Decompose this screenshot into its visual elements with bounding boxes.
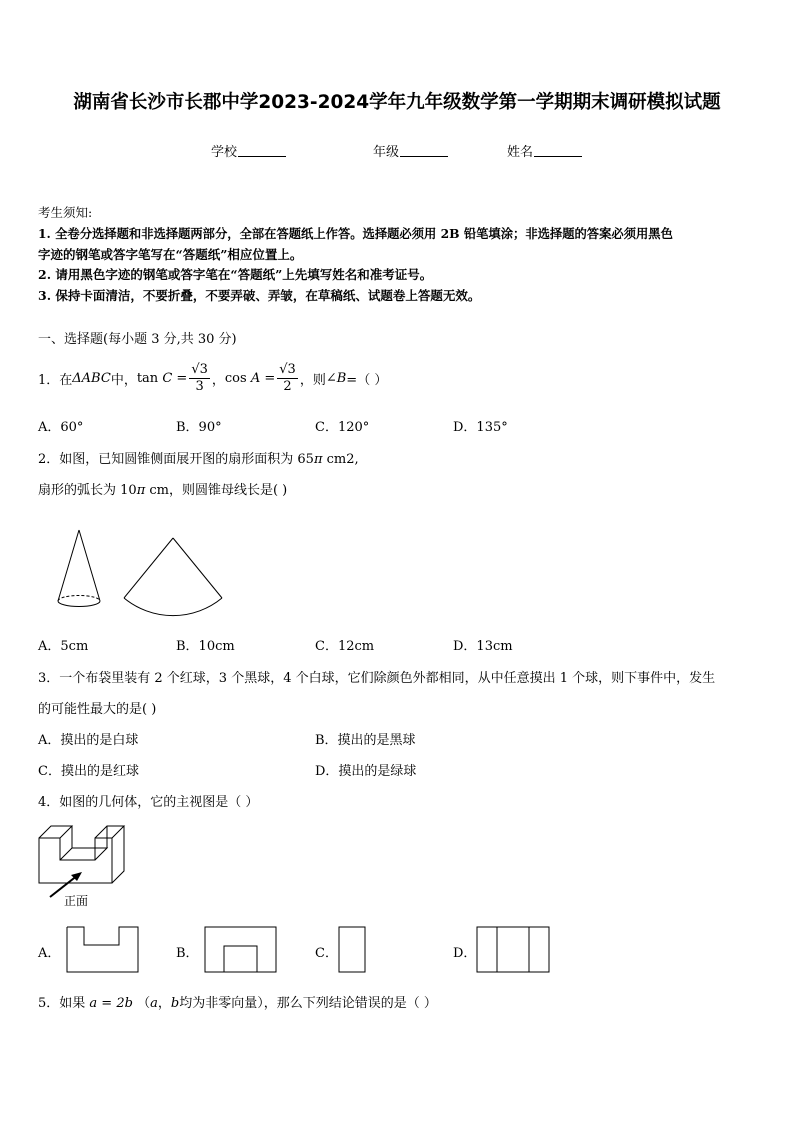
q1-tan-denominator: 3 [195, 378, 204, 394]
solid-notch-left [60, 826, 72, 860]
notice-line-3: 3. 保持卡面清洁，不要折叠，不要弄破、弄皱，在草稿纸、试题卷上答题无效。 [38, 288, 481, 303]
q1-comma: ， [211, 372, 225, 388]
solid-notch-floor [72, 848, 107, 860]
q2-line2b: cm，则圆锥母线长是( ) [145, 483, 288, 498]
option-b-outer [205, 927, 276, 972]
q4-option-a-label: A． [38, 946, 61, 961]
grade-blank [400, 144, 448, 157]
q1-zhong: 中， [110, 372, 137, 388]
q2-line1a: 2．如图，已知圆锥侧面展开图的扇形面积为 65 [38, 452, 314, 467]
q1-tail: =（ ） [346, 372, 388, 388]
q2-option-c: C．12cm [315, 639, 375, 654]
q4-stem: 4．如图的几何体，它的主视图是（ ） [38, 795, 259, 810]
option-b-inner [224, 946, 257, 972]
q1-option-d: D．135° [453, 420, 508, 435]
q2-option-b: B．10cm [176, 639, 235, 654]
q2-line1b: cm2, [322, 452, 359, 467]
page-title: 湖南省长沙市长郡中学2023-2024学年九年级数学第一学期期末调研模拟试题 [73, 92, 721, 113]
cone-left-edge [58, 530, 79, 601]
name-label: 姓名 [507, 145, 534, 160]
q5-var-a: a [150, 996, 158, 1011]
cone-right-edge [79, 530, 100, 601]
q2-line2a: 扇形的弧长为 10 [38, 483, 137, 498]
q5-tail: 均为非零向量），那么下列结论错误的是（ ） [179, 996, 437, 1011]
sector-right-radius [173, 538, 222, 598]
school-field [211, 141, 286, 160]
notice-line-1a: 1. 全卷分选择题和非选择题两部分，全部在答题纸上作答。选择题必须用 2B 铅笔填涂；非选择题的答案必须用黑色 [38, 226, 673, 241]
sector-figure [122, 536, 224, 616]
q4-option-d-label: D． [453, 946, 477, 961]
q1-tan-fraction [189, 362, 210, 395]
option-c-outline [339, 927, 365, 972]
q1-eq-1: = [176, 370, 188, 386]
q1-eq-2: = [264, 370, 276, 386]
q3-option-b: B．摸出的是黑球 [315, 733, 416, 748]
cone-figure [50, 528, 110, 614]
q5-prefix: 5．如果 [38, 996, 86, 1011]
q3-option-a: A．摸出的是白球 [38, 733, 139, 748]
name-blank [534, 144, 582, 157]
sector-left-radius [124, 538, 173, 598]
name-field [507, 141, 582, 160]
q3-line-2: 的可能性最大的是( ) [38, 702, 157, 717]
q1-option-c: C．120° [315, 420, 370, 435]
option-a-outline [67, 927, 138, 972]
grade-label: 年级 [373, 145, 400, 160]
q3-option-c: C．摸出的是红球 [38, 764, 139, 779]
notice-line-2: 2. 请用黑色字迹的钢笔或答字笔在“答题纸”上先填写姓名和准考证号。 [38, 267, 433, 282]
solid-top-right [95, 826, 124, 838]
school-blank [238, 144, 286, 157]
solid-right-face [112, 826, 124, 883]
q1-tan-numerator: √3 [191, 361, 208, 377]
front-label: 正面 [64, 894, 89, 908]
solid-figure [38, 823, 130, 893]
option-d-outer [477, 927, 549, 972]
solid-top-left [39, 826, 72, 838]
cone-base-front [58, 601, 100, 607]
q1-prefix: 1．在 [38, 372, 73, 388]
q2-pi-2: π [136, 483, 146, 498]
question-1 [38, 356, 387, 400]
notice-heading: 考生须知: [38, 205, 93, 220]
sector-arc [124, 598, 222, 616]
q1-angle: ∠B [325, 370, 347, 386]
q1-cos-fraction [277, 362, 298, 395]
q1-cos-numerator: √3 [279, 361, 296, 377]
q1-option-b: B．90° [176, 420, 222, 435]
question-5 [38, 992, 437, 1011]
q2-option-d: D．13cm [453, 639, 513, 654]
q4-option-c-label: C． [315, 946, 338, 961]
q4-option-b-label: B． [176, 946, 199, 961]
q4-option-a-figure [66, 926, 140, 973]
q1-option-a: A．60° [38, 420, 84, 435]
q1-tan-label: tan [136, 370, 159, 386]
q5-sep: ， [157, 996, 171, 1011]
q3-line-1: 3．一个布袋里装有 2 个红球，3 个黑球，4 个白球，它们除颜色外都相同，从中任意摸出 1 个球，则下事件中，发生 [38, 671, 716, 686]
q5-equation: a = 2b [89, 996, 133, 1011]
q2-line-2 [38, 479, 287, 498]
q1-triangle: ΔABC [72, 370, 111, 386]
q2-line-1 [38, 448, 359, 467]
notice-line-1b: 字迹的钢笔或答字笔写在“答题纸”相应位置上。 [38, 247, 303, 262]
q1-tan-var: C [162, 370, 173, 386]
q2-option-a: A．5cm [38, 639, 89, 654]
solid-edges [39, 826, 124, 883]
q4-option-b-figure [204, 926, 278, 973]
grade-field [373, 141, 448, 160]
q1-cos-denominator: 2 [283, 378, 292, 394]
q5-var-b: b [170, 996, 180, 1011]
q4-option-c-figure [338, 926, 368, 973]
q1-cos-var: A [250, 370, 261, 386]
q2-pi-1: π [313, 452, 323, 467]
school-label: 学校 [211, 145, 238, 160]
q1-ze: ，则 [299, 372, 326, 388]
q4-option-d-figure [476, 926, 551, 973]
section-heading: 一、选择题(每小题 3 分,共 30 分) [38, 332, 237, 347]
q3-option-d: D．摸出的是绿球 [315, 764, 417, 779]
cone-base-back [58, 596, 100, 602]
q1-cos-label: cos [224, 370, 247, 386]
q5-mid: （ [137, 996, 151, 1011]
